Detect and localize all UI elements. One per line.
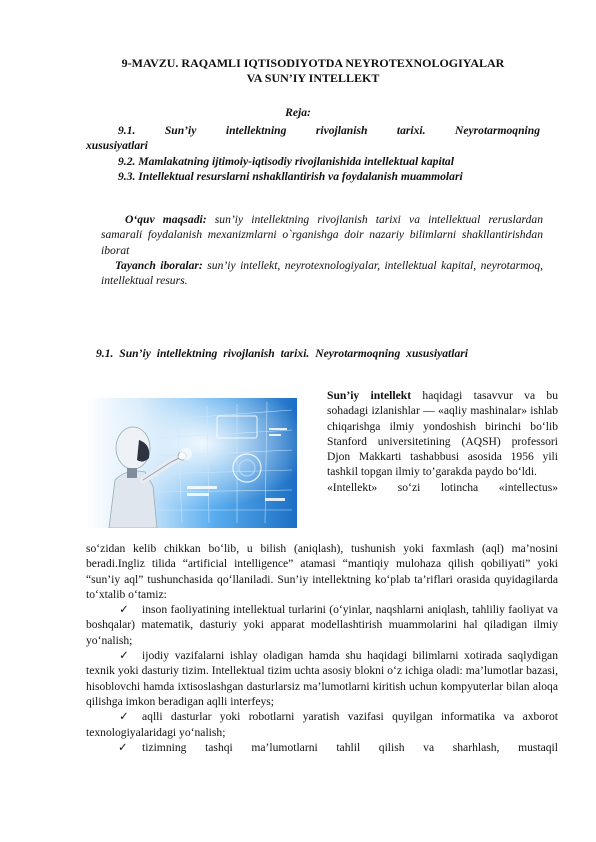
checkmark-icon: ✓ (119, 603, 129, 617)
bullet-item (86, 709, 558, 740)
plan-item-3: 9.3. Intellektual resurslarni nshakllantirish va foydalanish muammolari (118, 169, 463, 183)
robot-illustration (87, 398, 297, 528)
checkmark-icon: ✓ (118, 740, 128, 754)
learning-goal (101, 212, 543, 288)
keywords-label: Tayanch iboralar: (115, 258, 203, 272)
title-line-2: VA SUN’IY INTELLEKT (246, 71, 380, 85)
plan-item-1-cont: xususiyatlari (86, 139, 148, 153)
intro-last-line: «Intellekt» so‘zi lotincha «intellectus» (327, 480, 558, 494)
bullet-text: tizimning tashqi ma’lumotlarni tahlil qilish va sharhlash, mustaqil (142, 740, 558, 754)
goal-text: sun’iy intellektning rivojlanish tarixi va intellektual reruslardan samarali foydalanish mexanizmlarni o`rganishga doir nazariy bilimlarni shakllantirishdan iborat (101, 213, 544, 257)
main-body (86, 541, 558, 755)
plan-item-2: 9.2. Mamlakatning ijtimoiy-iqtisodiy rivojlanishida intellektual kapital (118, 154, 454, 168)
definition-paragraph: so‘zidan kelib chikkan bo‘lib, u bilish (aniqlash), tushunish yoki faxmlash (aql) ma’nosini beradi.Ingliz tilida “artificial intelligence” atamasi “mantiqiy mulohaza qilish qobiliyati” yoki “sun’iy aql” tushunchasida qo‘llaniladi. Sun’iy intellektning ko‘plab ta’riflari orasida quyidagilarda to‘xtalib o‘tamiz: (86, 542, 558, 601)
intro-paragraph (327, 388, 558, 480)
goal-label: O‘quv maqsadi: (125, 213, 207, 226)
plan-item-1: 9.1. Sun’iy intellektning rivojlanish tarixi. Neyrotarmoqning (118, 124, 540, 137)
bullet-text: ijodiy vazifalarni ishlay oladigan hamda shu haqidagi bilimlarni xotirada saqlydigan texnik yoki dasturiy tizim. Intellektual tizim uchta asosiy blokni o‘z ichiga oladi: ma’lumotlar bazasi, hisoblovchi hamda ixtisoslashgan dasturlarsiz ma’lumotlarni kiritish uchun kompyuterlar bilan aloqa qilishga imkon beradigan aqlli interfeys; (86, 649, 558, 708)
keywords-paragraph (101, 258, 543, 289)
plan-list (86, 123, 540, 184)
document-title (86, 56, 540, 86)
intro-text: haqidagi tasavvur va bu sohadagi izlanishlar — «aqliy mashinalar» ishlab chiqarishga ilmiy yondoshish birinchi bo‘lib Stanford universitetining (AQSH) professori Djon Makkarti tashabbusi asosida 1956 yili tashkil topgan ilmiy to’garakda paydo bo‘ldi. (327, 389, 558, 479)
section-title: 9.1. Sun’iy intellektning rivojlanish tarixi. Neyrotarmoqning xususiyatlari (96, 347, 468, 360)
bullet-text: aqlli dasturlar yoki robotlarni yaratish vazifasi quyilgan informatika va axborot texnologiyalaridagi yo‘nalish; (86, 710, 558, 739)
intro-term: Sun’iy intellekt (327, 389, 412, 402)
bullet-item (86, 602, 558, 648)
checkmark-icon: ✓ (119, 649, 129, 663)
goal-paragraph (101, 212, 543, 258)
keywords-text: sun’iy intellekt, neyrotexnologiyalar, intellektual kapital, neyrotarmoq, intellektual resurs. (101, 258, 544, 288)
bullet-item (86, 648, 558, 709)
plan-heading: Reja: (285, 106, 311, 119)
bullet-text: inson faoliyatining intellektual turlarini (o‘yinlar, naqshlarni aniqlash, tahliliy faoliyat va boshqalar) matematik, dasturiy yoki apparat modellashtirish muammolarini hal qiladigan ilmiy yo‘nalish; (86, 603, 558, 647)
intro-column (327, 388, 558, 495)
title-line-1: 9-MAVZU. RAQAMLI IQTISODIYOTDA NEYROTEXNOLOGIYALAR (121, 56, 505, 70)
checkmark-icon: ✓ (119, 710, 129, 724)
bullet-item (86, 740, 558, 755)
